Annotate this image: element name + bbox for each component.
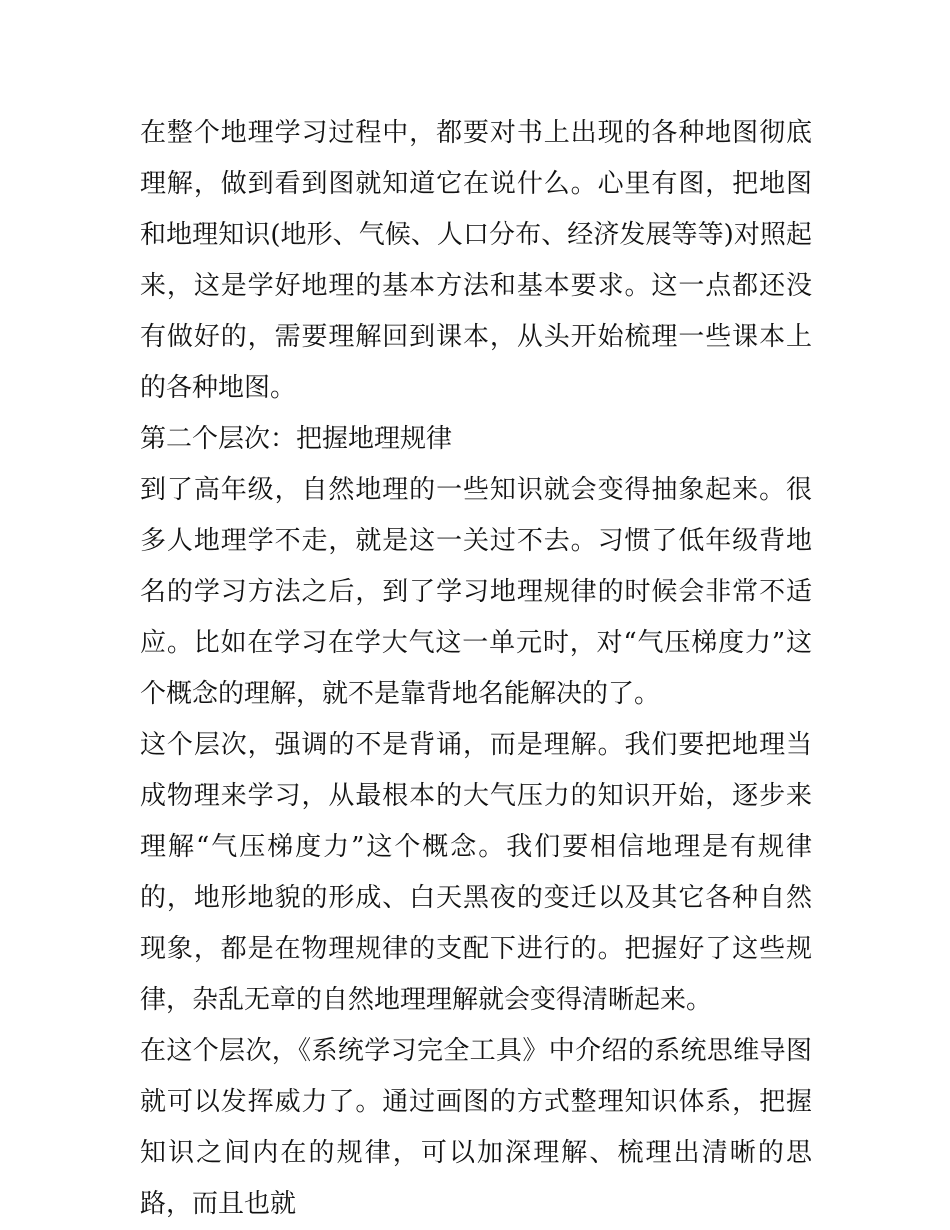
paragraph-understanding: 这个层次，强调的不是背诵，而是理解。我们要把地理当成物理来学习，从最根本的大气压力的知识开始，逐步来理解“气压梯度力”这个概念。我们要相信地理是有规律的，地形地貌的形成、白天黑夜的变迁以及其它各种自然现象，都是在物理规律的支配下进行的。把握好了这些规律，杂乱无章的自然地理理解就会变得清晰起来。 <box>140 730 812 1015</box>
section-heading-second-level: 第二个层次：把握地理规律 <box>140 424 453 454</box>
document-body <box>140 108 812 1230</box>
paragraph-mind-map: 在这个层次，《系统学习完全工具》中介绍的系统思维导图就可以发挥威力了。通过画图的方式整理知识体系，把握知识之间内在的规律，可以加深理解、梳理出清晰的思路，而且也就 <box>140 1036 812 1219</box>
paragraph-higher-grade: 到了高年级，自然地理的一些知识就会变得抽象起来。很多人地理学不走，就是这一关过不去。习惯了低年级背地名的学习方法之后，到了学习地理规律的时候会非常不适应。比如在学习在学大气这一单元时，对“气压梯度力”这个概念的理解，就不是靠背地名能解决的了。 <box>140 475 812 709</box>
paragraph-map-understanding: 在整个地理学习过程中，都要对书上出现的各种地图彻底理解，做到看到图就知道它在说什么。心里有图，把地图和地理知识(地形、气候、人口分布、经济发展等等)对照起来，这是学好地理的基本方法和基本要求。这一点都还没有做好的，需要理解回到课本，从头开始梳理一些课本上的各种地图。 <box>140 118 812 403</box>
